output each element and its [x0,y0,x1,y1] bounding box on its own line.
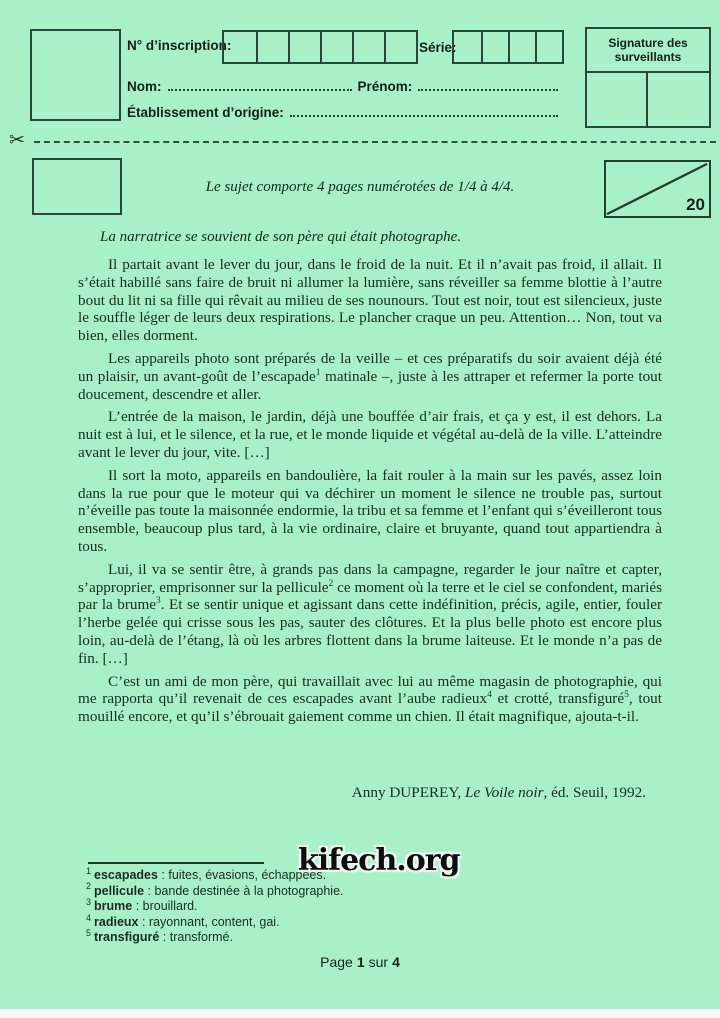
footer-page-number: 1 [356,954,365,970]
signature-cell-left [587,73,648,126]
intro-line: La narratrice se souvient de son père qui était photographe. [100,229,462,245]
footnote-divider [88,862,264,864]
footnote-number: 5 [86,928,92,939]
reading-text [78,256,662,731]
paragraph-1: Il partait avant le lever du jour, dans le froid de la nuit. Et il n’avait pas froid, il allait. Il s’était habillé sans faire de bruit ni allumer la lumière, sans réveiller sa femme blottie à l’autre bout du lit ni sa fille qui rêvait au milieu de ses nounours. Tout est noir, tout est silencieux, juste le souffle léger de leurs deux respirations. Le plancher craque un peu. Attention… Non, tout va bien, elles dorment. [78,256,662,345]
footnote-term: pellicule [94,883,145,898]
inscription-number-grid [222,30,418,64]
footnote-ref-5: 5 [624,690,629,701]
inscription-cell [384,32,416,62]
prenom-dotted-line [418,89,558,91]
footer-total-pages: 4 [392,954,400,970]
page-footer [0,954,720,970]
nom-label: Nom: [127,79,162,94]
serie-cell [535,32,562,62]
footnote-definition: : fuites, évasions, échappées. [157,868,327,882]
footnote-definition: : bande destinée à la photographie. [144,883,344,898]
footnote-number: 1 [86,865,92,876]
nom-dotted-line [168,89,352,91]
footnote-number: 2 [86,881,92,892]
signature-cells [587,73,709,126]
score-total: 20 [686,195,705,214]
serie-label: Série: [419,40,457,55]
footnote-definition: : transformé. [159,930,233,945]
footnote-term: radieux [94,914,139,929]
watermark: kifech.org [298,843,460,878]
subject-pages-note: Le sujet comporte 4 pages numérotées de 1/4 à 4/4. [205,179,515,195]
signature-label: Signature des surveillants [587,29,709,73]
inscription-cell [320,32,352,62]
footnotes-list [86,865,546,946]
serie-cell [508,32,535,62]
blank-code-box [30,29,121,121]
paragraph-4: Il sort la moto, appareils en bandoulière, la fait rouler à la main sur les pavés, assez loin dans la rue pour que le moteur qui va déchirer un moment le silence ne trouble pas, surtout n’éveille pas toute la maisonnée endormie, la tribu et sa femme et l’enfant qui s’éveilleront tous ensemble, beaucoup plus tard, à la vie ordinaire, claire et bruyante, quand tout appartiendra à tous. [78,466,662,555]
inscription-cell [288,32,320,62]
footer-sur-word: sur [368,954,389,970]
blank-stamp-box [32,158,122,215]
footnote-definition: : brouillard. [132,899,198,914]
signature-box [585,27,711,128]
footnote-ref-1: 1 [315,367,321,378]
inscription-cell [352,32,384,62]
etablissement-label: Établissement d’origine: [127,105,284,120]
serie-cell [454,32,481,62]
footnote-item [86,881,546,900]
etablissement-dotted-line [290,115,558,117]
cut-dashed-line [34,141,716,143]
attribution-author: Anny DUPEREY, [351,784,466,801]
inscription-cell [256,32,288,62]
footnote-item [86,912,546,931]
school-row [127,102,564,120]
footnote-ref-2: 2 [328,578,334,589]
paragraph-2: Les appareils photo sont préparés de la veille – et ces préparatifs du soir avaient déjà été un plaisir, un avant-goût de l’escapade$^1$ matinale –, juste à les attraper et refermer la porte tout doucement, descendre et aller. [78,349,662,403]
serie-cell [481,32,508,62]
footnote-item [86,899,546,915]
scissors-icon: ✂ [9,129,25,151]
footnote-item [86,930,546,946]
footnote-number: 4 [86,912,92,923]
footnote-ref-4: 4 [487,690,492,701]
serie-grid [452,30,564,64]
attribution-rest: , éd. Seuil, 1992. [543,784,646,801]
name-row [127,76,564,94]
footnote-ref-3: 3 [156,596,161,607]
paragraph-5: Lui, il va se sentir être, à grands pas dans la campagne, regarder le jour naître et capter, s’approprier, emprisonner sur la pellicule$^2$ ce moment où la terre et le ciel se confondent, mariés par la brume$^3$. Et se sentir unique et agissant dans cette indéfinition, précis, agile, entier, fouler l’herbe gelée qui crisse sous les pas, sauter des clôtures. Et la plus belle photo est encore plus loin, au-delà de l’étang, là où les arbres flottent dans la brume laiteuse. Et le monde n’a pas de fin. […] [78,560,662,667]
inscription-number-label: N° d’inscription: [127,38,232,53]
footnote-definition: : rayonnant, content, gai. [138,914,280,929]
inscription-cell [224,32,256,62]
prenom-label: Prénom: [357,79,413,94]
attribution [78,784,662,802]
footnote-number: 3 [86,897,92,908]
signature-cell-right [648,73,709,126]
footnote-term: escapades [94,868,158,882]
footer-page-word: Page [320,954,353,970]
attribution-work-title: Le Voile noir [465,784,544,801]
score-box [604,160,711,218]
footnote-term: transfiguré [94,930,160,945]
footnote-term: brume [94,899,133,914]
paragraph-6: C’est un ami de mon père, qui travaillait avec lui au même magasin de photographie, qui me rapporta qu’il revenait de ces escapades avant l’aube radieux$^4$ et crotté, transfiguré$^5$, tout mouillé encore, et qu’il s’ébrouait gaiement comme un chien. Il était magnifique, ajouta-t-il. [78,672,662,726]
paragraph-3: L’entrée de la maison, le jardin, déjà une bouffée d’air frais, et ça y est, il est dehors. La nuit est à lui, et le silence, et la rue, et le monde liquide et végétal au-delà de la ville. L’atteindre avant le lever du jour, vite. […] [78,408,662,461]
